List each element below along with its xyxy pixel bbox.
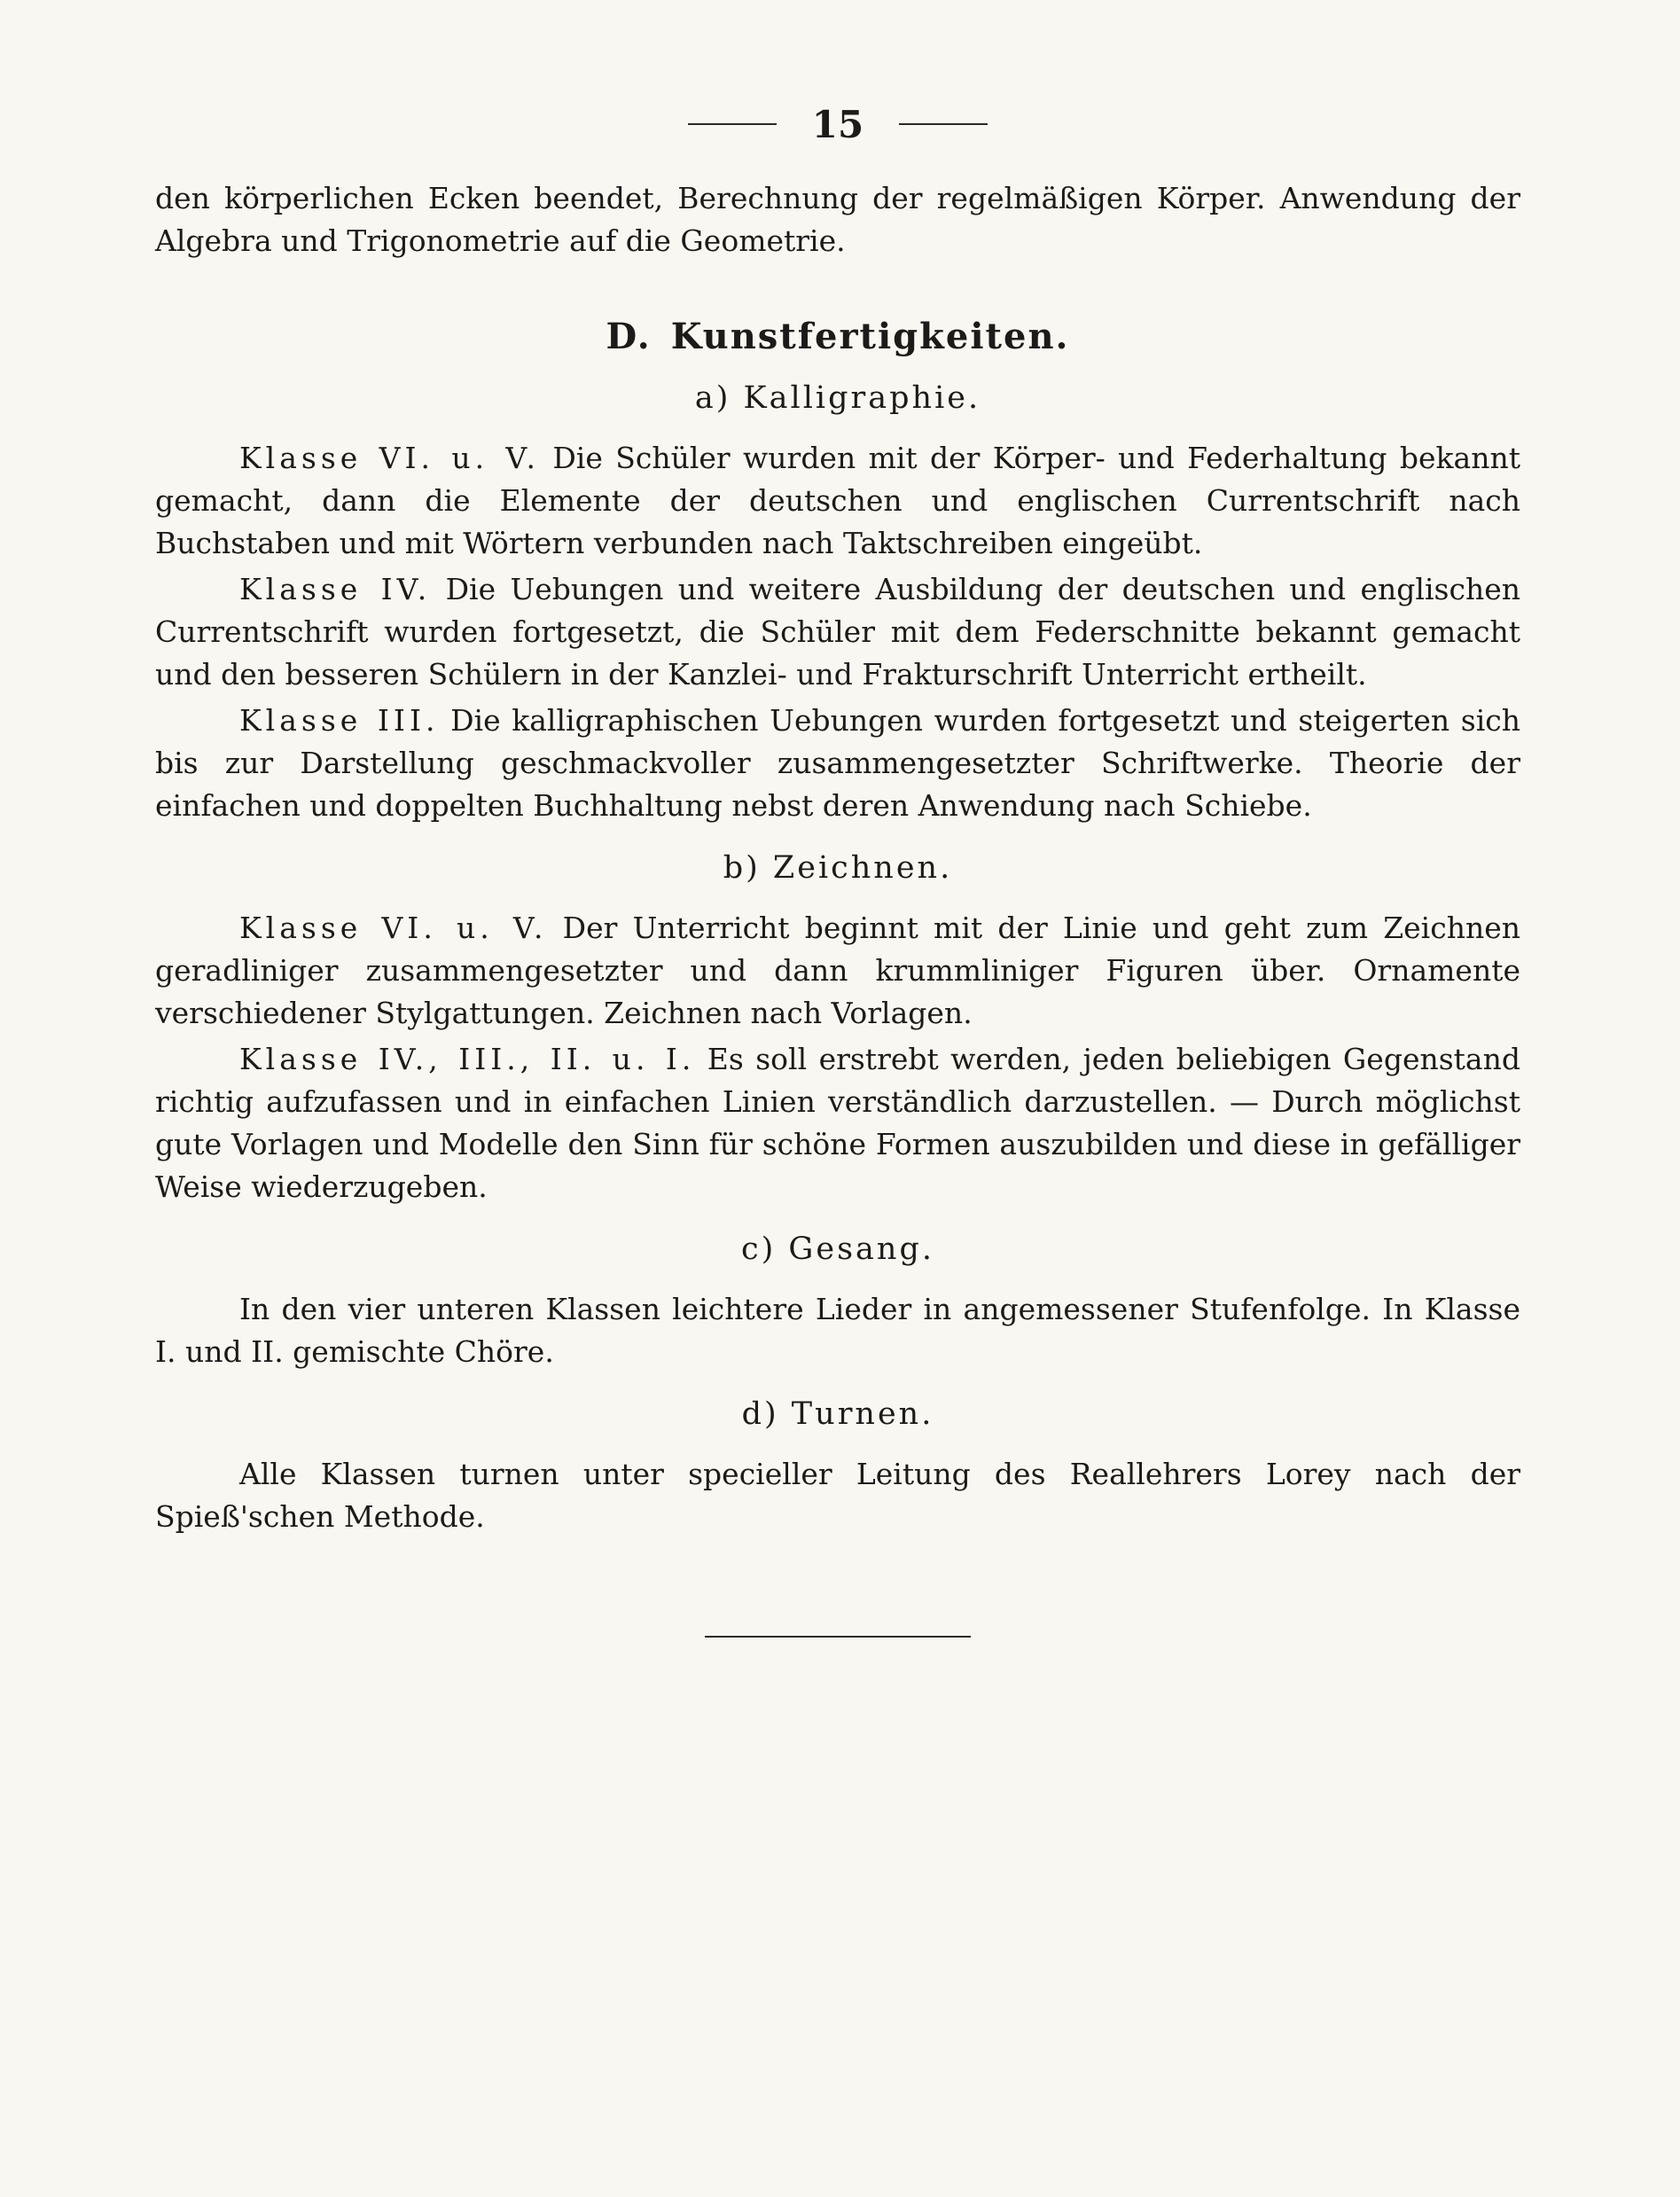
header-rule-right bbox=[899, 123, 988, 125]
class-label: Klasse IV. bbox=[239, 572, 432, 606]
class-label: Klasse IV., III., II. u. I. bbox=[239, 1042, 696, 1076]
paragraph-zeichnen-2 bbox=[155, 1038, 1520, 1208]
page-number: 15 bbox=[811, 102, 864, 146]
subheading-zeichnen: b) Zeichnen. bbox=[723, 850, 953, 886]
paragraph-kalligraphie-3 bbox=[155, 700, 1520, 827]
paragraph-text: Der Unterricht beginnt mit der Linie und geht zum Zeichnen geradliniger zusammengesetzter und dann krummliniger Figuren über. Ornamente verschiedener Stylgattungen. Zeichnen nach Vorlagen. bbox=[155, 911, 1520, 1030]
paragraph-kalligraphie-1 bbox=[155, 437, 1520, 565]
document-page bbox=[155, 89, 1520, 1638]
paragraph-turnen-1: Alle Klassen turnen unter specieller Leitung des Reallehrers Lorey nach der Spieß'schen Methode. bbox=[155, 1457, 1520, 1534]
end-rule bbox=[705, 1636, 971, 1638]
paragraph-text: Die Schüler wurden mit der Körper- und Federhaltung bekannt gemacht, dann die Elemente der deutschen und englischen Currentschrift nach Buchstaben und mit Wörtern verbunden nach Taktschreiben eingeübt. bbox=[155, 441, 1520, 560]
paragraph-gesang-1: In den vier unteren Klassen leichtere Lieder in angemessener Stufenfolge. In Klasse I. und II. gemischte Chöre. bbox=[155, 1292, 1520, 1369]
class-label: Klasse III. bbox=[239, 703, 440, 738]
page-header bbox=[155, 89, 1520, 160]
class-label: Klasse VI. u. V. bbox=[239, 441, 540, 475]
header-rule-left bbox=[688, 123, 777, 125]
subheading-turnen: d) Turnen. bbox=[741, 1396, 934, 1432]
section-letter: D. bbox=[606, 316, 652, 357]
class-label: Klasse VI. u. V. bbox=[239, 911, 548, 945]
paragraph-kalligraphie-2 bbox=[155, 568, 1520, 696]
section-title: Kunstfertigkeiten. bbox=[670, 316, 1070, 357]
paragraph-text: Es soll erstrebt werden, jeden beliebigen Gegenstand richtig aufzufassen und in einfachen Linien verständlich darzustellen. — Durch möglichst gute Vorlagen und Modelle den Sinn für schöne Formen auszubilden und diese in gefälliger Weise wiederzugeben. bbox=[155, 1042, 1520, 1204]
section-heading bbox=[155, 316, 1520, 357]
subheading-gesang: c) Gesang. bbox=[741, 1231, 934, 1267]
paragraph-text: Die kalligraphischen Uebungen wurden fortgesetzt und steigerten sich bis zur Darstellung geschmackvoller zusammengesetzter Schriftwerke. Theorie der einfachen und doppelten Buchhaltung nebst deren Anwendung nach Schiebe. bbox=[155, 703, 1520, 823]
paragraph-text: Die Uebungen und weitere Ausbildung der deutschen und englischen Currentschrift wurden fortgesetzt, die Schüler mit dem Federschnitte bekannt gemacht und den besseren Schülern in der Kanzlei- und Frakturschrift Unterricht ertheilt. bbox=[155, 572, 1520, 692]
paragraph-zeichnen-1 bbox=[155, 907, 1520, 1035]
subheading-kalligraphie: a) Kalligraphie. bbox=[694, 380, 981, 416]
intro-paragraph: den körperlichen Ecken beendet, Berechnung der regelmäßigen Körper. Anwendung der Algebra und Trigonometrie auf die Geometrie. bbox=[155, 181, 1520, 258]
